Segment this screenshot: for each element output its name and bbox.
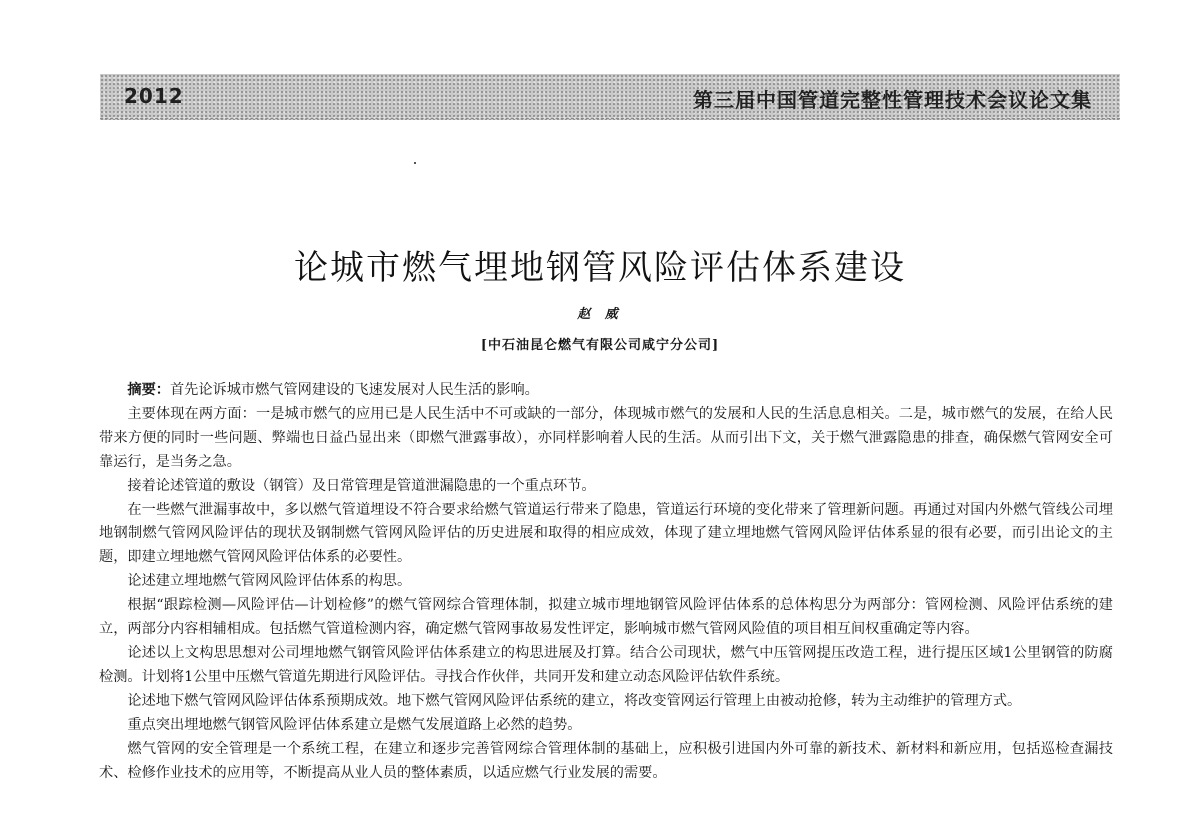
header-year: 2012 bbox=[124, 84, 184, 108]
body-paragraph: 主要体现在两方面：一是城市燃气的应用已是人民生活中不可或缺的一部分，体现城市燃气的发展和人民的生活息息相关。二是，城市燃气的发展，在给人民带来方便的同时一些问题、弊端也日益凸显出来（即燃气泄露事故），亦同样影响着人民的生活。从而引出下文，关于燃气泄露隐患的排查，确保燃气管网安全可靠运行，是当务之急。 bbox=[99, 405, 1113, 470]
body-paragraph: 论述地下燃气管网风险评估体系预期成效。地下燃气管网风险评估系统的建立，将改变管网运行管理上由被动抢修，转为主动维护的管理方式。 bbox=[127, 692, 1022, 709]
body-paragraph: 根据“跟踪检测—风险评估—计划检修”的燃气管网综合管理体制，拟建立城市埋地钢管风险评估体系的总体构思分为两部分：管网检测、风险评估系统的建立，两部分内容相辅相成。包括燃气管道检测内容，确定燃气管网事故易发性评定，影响城市燃气管网风险值的项目相互间权重确定等内容。 bbox=[99, 597, 1113, 638]
body-paragraph: 论述建立埋地燃气管网风险评估体系的构思。 bbox=[127, 573, 412, 590]
scan-speck bbox=[414, 162, 416, 164]
author-affiliation: [中石油昆仑燃气有限公司咸宁分公司] bbox=[480, 338, 720, 353]
author-name: 赵 威 bbox=[577, 307, 623, 322]
body-paragraph: 燃气管网的安全管理是一个系统工程，在建立和逐步完善管网综合管理体制的基础上，应积极引进国内外可靠的新技术、新材料和新应用，包括巡检查漏技术、检修作业技术的应用等，不断提高从业人员的整体素质，以适应燃气行业发展的需要。 bbox=[99, 740, 1113, 781]
article-body bbox=[99, 379, 1113, 785]
paper-title: 论城市燃气埋地钢管风险评估体系建设 bbox=[294, 248, 906, 288]
body-paragraph: 论述以上文构思思想对公司埋地燃气钢管风险评估体系建立的构思进展及打算。结合公司现状，燃气中压管网提压改造工程，进行提压区域1公里钢管的防腐检测。计划将1公里中压燃气管道先期进行风险评估。寻找合作伙伴，共同开发和建立动态风险评估软件系统。 bbox=[99, 644, 1113, 685]
abstract-paragraph bbox=[99, 379, 1113, 403]
abstract-label: 摘要： bbox=[127, 382, 170, 398]
abstract-text: 首先论诉城市燃气管网建设的飞速发展对人民生活的影响。 bbox=[169, 382, 539, 398]
header-series-title: 第三届中国管道完整性管理技术会议论文集 bbox=[693, 88, 1092, 112]
body-paragraph: 重点突出埋地燃气钢管风险评估体系建立是燃气发展道路上必然的趋势。 bbox=[127, 716, 582, 733]
body-paragraph: 在一些燃气泄漏事故中，多以燃气管道埋设不符合要求给燃气管道运行带来了隐患，管道运行环境的变化带来了管理新问题。再通过对国内外燃气管线公司埋地钢制燃气管网风险评估的现状及钢制燃气管网风险评估的历史进展和取得的相应成效，体现了建立埋地燃气管网风险评估体系显的很有必要，而引出论文的主题，即建立埋地燃气管网风险评估体系的必要性。 bbox=[99, 501, 1113, 566]
header-divider bbox=[100, 118, 1120, 119]
body-paragraph: 接着论述管道的敷设（钢管）及日常管理是管道泄漏隐患的一个重点环节。 bbox=[127, 477, 596, 494]
